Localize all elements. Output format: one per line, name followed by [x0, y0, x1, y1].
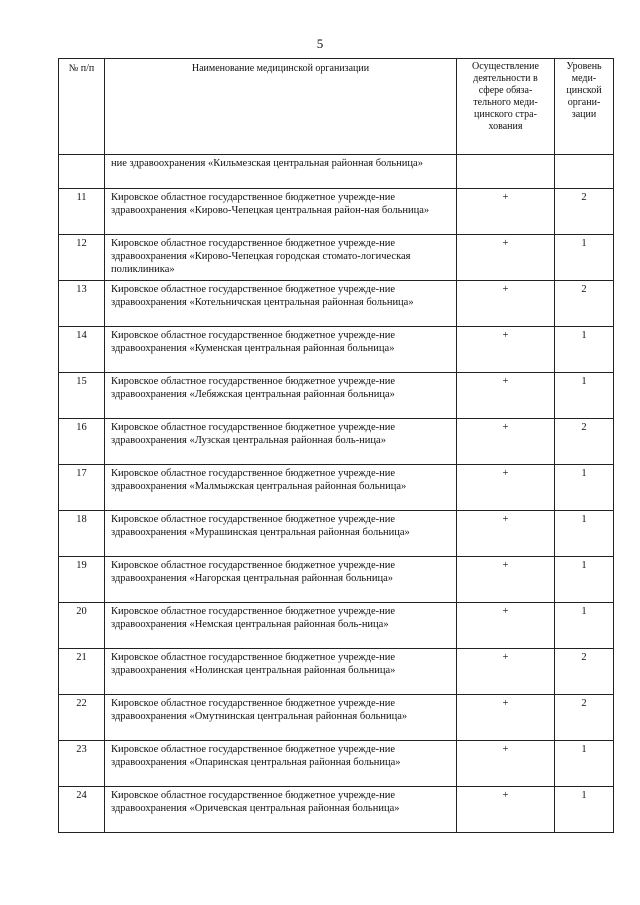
row-number-cell: 24 — [59, 787, 105, 833]
row-oms-cell: + — [457, 557, 555, 603]
row-number-cell: 18 — [59, 511, 105, 557]
row-organization-name-cell: Кировское областное государственное бюджетное учрежде-ние здравоохранения «Кирово-Чепецкая центральная район-ная больница» — [105, 189, 457, 235]
continuation-name-cell: ние здравоохранения «Кильмезская центральная районная больница» — [105, 155, 457, 189]
row-oms-cell: + — [457, 695, 555, 741]
row-oms-cell: + — [457, 327, 555, 373]
row-level-cell: 1 — [555, 557, 614, 603]
row-oms-cell: + — [457, 603, 555, 649]
table-row — [59, 465, 614, 511]
row-oms-cell: + — [457, 235, 555, 281]
continuation-row — [59, 155, 614, 189]
table-row — [59, 419, 614, 465]
row-number-cell: 14 — [59, 327, 105, 373]
row-number-cell: 23 — [59, 741, 105, 787]
row-organization-name-cell: Кировское областное государственное бюджетное учрежде-ние здравоохранения «Лузская центральная районная боль-ница» — [105, 419, 457, 465]
row-oms-cell: + — [457, 281, 555, 327]
row-level-cell: 1 — [555, 465, 614, 511]
row-oms-cell: + — [457, 649, 555, 695]
row-number-cell: 11 — [59, 189, 105, 235]
row-level-cell: 1 — [555, 327, 614, 373]
row-oms-cell: + — [457, 741, 555, 787]
row-level-cell: 2 — [555, 695, 614, 741]
row-oms-cell: + — [457, 465, 555, 511]
table-row — [59, 649, 614, 695]
row-organization-name-cell: Кировское областное государственное бюджетное учрежде-ние здравоохранения «Омутнинская центральная районная больница» — [105, 695, 457, 741]
table-row — [59, 373, 614, 419]
row-number-cell: 12 — [59, 235, 105, 281]
table-row — [59, 787, 614, 833]
header-oms-activity: Осуществление деятельности в сфере обяза-тельного меди-цинского стра-хования — [457, 59, 555, 155]
row-organization-name-cell: Кировское областное государственное бюджетное учрежде-ние здравоохранения «Опаринская центральная районная больница» — [105, 741, 457, 787]
table-row — [59, 189, 614, 235]
table-row — [59, 235, 614, 281]
row-organization-name-cell: Кировское областное государственное бюджетное учрежде-ние здравоохранения «Нолинская центральная районная больница» — [105, 649, 457, 695]
continuation-level-cell — [555, 155, 614, 189]
table-header-row — [59, 59, 614, 155]
row-level-cell: 1 — [555, 741, 614, 787]
row-organization-name-cell: Кировское областное государственное бюджетное учрежде-ние здравоохранения «Котельничская центральная районная больница» — [105, 281, 457, 327]
row-level-cell: 2 — [555, 419, 614, 465]
row-number-cell: 19 — [59, 557, 105, 603]
table-row — [59, 557, 614, 603]
row-level-cell: 2 — [555, 281, 614, 327]
table-row — [59, 603, 614, 649]
table-row — [59, 511, 614, 557]
row-level-cell: 1 — [555, 511, 614, 557]
header-organization-level: Уровень меди-цинской органи-зации — [555, 59, 614, 155]
row-level-cell: 1 — [555, 373, 614, 419]
row-oms-cell: + — [457, 787, 555, 833]
continuation-oms-cell — [457, 155, 555, 189]
row-organization-name-cell: Кировское областное государственное бюджетное учрежде-ние здравоохранения «Нагорская центральная районная больница» — [105, 557, 457, 603]
row-number-cell: 16 — [59, 419, 105, 465]
row-organization-name-cell: Кировское областное государственное бюджетное учрежде-ние здравоохранения «Малмыжская центральная районная больница» — [105, 465, 457, 511]
table-row — [59, 695, 614, 741]
row-oms-cell: + — [457, 373, 555, 419]
row-organization-name-cell: Кировское областное государственное бюджетное учрежде-ние здравоохранения «Кирово-Чепецкая городская стомато-логическая поликлиника» — [105, 235, 457, 281]
row-number-cell: 13 — [59, 281, 105, 327]
table-row — [59, 281, 614, 327]
row-level-cell: 1 — [555, 235, 614, 281]
row-organization-name-cell: Кировское областное государственное бюджетное учрежде-ние здравоохранения «Мурашинская центральная районная больница» — [105, 511, 457, 557]
row-number-cell: 22 — [59, 695, 105, 741]
header-organization-name: Наименование медицинской организации — [105, 59, 457, 155]
table-row — [59, 741, 614, 787]
row-level-cell: 2 — [555, 649, 614, 695]
row-number-cell: 17 — [59, 465, 105, 511]
row-organization-name-cell: Кировское областное государственное бюджетное учрежде-ние здравоохранения «Оричевская центральная районная больница» — [105, 787, 457, 833]
row-oms-cell: + — [457, 511, 555, 557]
continuation-number-cell — [59, 155, 105, 189]
header-number: № п/п — [59, 59, 105, 155]
medical-organizations-table — [58, 58, 614, 833]
page-number: 5 — [316, 36, 324, 51]
row-organization-name-cell: Кировское областное государственное бюджетное учрежде-ние здравоохранения «Лебяжская центральная районная больница» — [105, 373, 457, 419]
row-oms-cell: + — [457, 189, 555, 235]
row-organization-name-cell: Кировское областное государственное бюджетное учрежде-ние здравоохранения «Немская центральная районная боль-ница» — [105, 603, 457, 649]
table-row — [59, 327, 614, 373]
row-level-cell: 2 — [555, 189, 614, 235]
row-level-cell: 1 — [555, 787, 614, 833]
row-number-cell: 20 — [59, 603, 105, 649]
row-level-cell: 1 — [555, 603, 614, 649]
row-number-cell: 15 — [59, 373, 105, 419]
row-oms-cell: + — [457, 419, 555, 465]
row-number-cell: 21 — [59, 649, 105, 695]
row-organization-name-cell: Кировское областное государственное бюджетное учрежде-ние здравоохранения «Куменская центральная районная больница» — [105, 327, 457, 373]
